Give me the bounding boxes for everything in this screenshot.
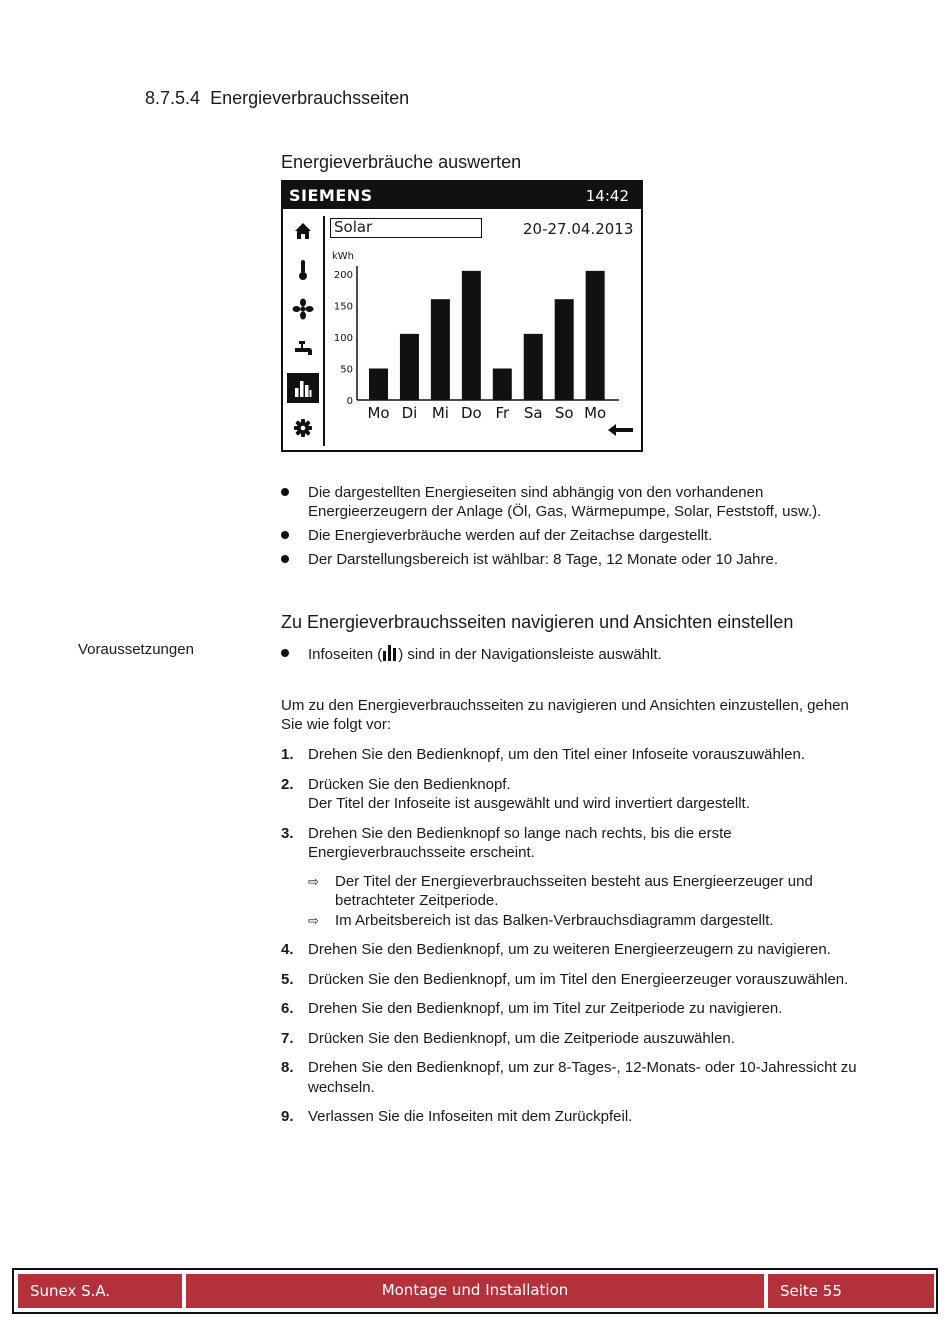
x-tick-label: Sa <box>523 404 543 422</box>
step-item: 5. Drücken Sie den Bedienknopf, um im Titel den Energieerzeuger vorauszuwählen. <box>281 970 849 988</box>
intro-text: Um zu den Energieverbrauchsseiten zu navigieren und Ansichten einzustellen, gehen Sie wie folgt vor: <box>281 697 849 733</box>
bar <box>431 299 450 400</box>
thermometer-icon[interactable] <box>287 255 319 285</box>
footer-company-cell <box>18 1274 182 1308</box>
step-item: 2. Drücken Sie den Bedienknopf. Der Titel der Infoseite ist ausgewählt und wird invertiert dargestellt. <box>281 775 750 812</box>
list-item: Die Energieverbräuche werden auf der Zeitachse dargestellt. <box>281 526 881 545</box>
bar <box>555 299 574 400</box>
y-tick-label: 150 <box>333 301 353 313</box>
side-label-prerequisites: Voraussetzungen <box>78 641 194 658</box>
step-item: 1. Drehen Sie den Bedienknopf, um den Titel einer Infoseite vorauszuwählen. <box>281 746 805 763</box>
bar <box>493 369 512 401</box>
back-arrow-icon[interactable] <box>608 423 634 441</box>
bar <box>524 334 543 400</box>
result-arrow-icon: ⇨ <box>308 912 319 928</box>
section-title: Energieverbrauchsseiten <box>210 88 410 108</box>
bullet-icon <box>281 555 289 563</box>
footer-page-cell <box>768 1274 934 1308</box>
y-tick-label: 0 <box>346 396 353 407</box>
sidebar-divider <box>323 216 325 446</box>
steps-list <box>281 745 891 1137</box>
energy-bar-chart <box>327 244 627 424</box>
y-tick-label: 50 <box>340 364 353 376</box>
y-tick-label: 100 <box>333 333 353 344</box>
x-tick-label: Mi <box>431 404 449 422</box>
step-item: 9. Verlassen Sie die Infoseiten mit dem Zurückpfeil. <box>281 1108 633 1125</box>
tap-icon[interactable] <box>287 334 319 364</box>
x-tick-label: Di <box>401 404 418 422</box>
x-tick-label: Mo <box>584 404 607 422</box>
page-footer <box>12 1268 938 1314</box>
bullet-icon <box>281 488 289 496</box>
subsection-title-navigate: Zu Energieverbrauchsseiten navigieren und Ansichten einstellen <box>281 612 794 632</box>
subsection-title-evaluate: Energieverbräuche auswerten <box>281 152 522 172</box>
device-time: 14:42 <box>585 187 629 205</box>
step-item: 8. Drehen Sie den Bedienknopf, um zur 8-Tages-, 12-Monats- oder 10-Jahressicht zu wechseln. <box>281 1059 857 1096</box>
section-number: 8.7.5.4 <box>145 88 201 108</box>
step-item: 3. Drehen Sie den Bedienknopf so lange nach rechts, bis die erste Energieverbrauchsseite erscheint. ⇨ Der Titel der Energieverbrauchsseiten besteht aus Energieerzeuger und betrachteter Zeitperiode. ⇨ Im Arbeitsbereich ist das Balken-Verbrauchsdiagramm dargestellt. <box>281 824 891 931</box>
gear-icon[interactable] <box>287 413 319 443</box>
bar-chart-icon[interactable] <box>287 373 319 403</box>
bullet-icon <box>281 649 289 657</box>
step-results <box>308 872 891 931</box>
list-item: Der Darstellungsbereich ist wählbar: 8 Tage, 12 Monate oder 10 Jahre. <box>281 550 881 569</box>
footer-page: Seite 55 <box>780 1282 842 1300</box>
bar <box>586 271 605 400</box>
device-screen <box>281 180 643 452</box>
y-tick-label: 200 <box>333 270 353 281</box>
energy-source-field[interactable]: Solar <box>330 218 482 238</box>
prerequisite-list <box>281 644 881 671</box>
x-tick-label: Fr <box>495 404 510 422</box>
y-axis-unit-label: kWh <box>332 251 355 262</box>
date-range[interactable]: 20-27.04.2013 <box>523 220 634 238</box>
footer-company: Sunex S.A. <box>30 1282 111 1300</box>
x-tick-label: Do <box>460 404 482 422</box>
result-item: ⇨ Der Titel der Energieverbrauchsseiten besteht aus Energieerzeuger und betrachteter Zeitperiode. <box>308 872 813 909</box>
device-brand: SIEMENS <box>289 186 373 205</box>
result-arrow-icon: ⇨ <box>308 873 319 889</box>
bullet-list-energy <box>281 483 881 574</box>
step-item: 7. Drücken Sie den Bedienknopf, um die Zeitperiode auszuwählen. <box>281 1029 735 1047</box>
fan-icon[interactable] <box>287 294 319 324</box>
step-item: 6. Drehen Sie den Bedienknopf, um im Titel zur Zeitperiode zu navigieren. <box>281 1000 783 1017</box>
footer-chapter-cell <box>186 1274 764 1308</box>
list-item: Die dargestellten Energieseiten sind abhängig von den vorhandenen Energieerzeugern der Anlage (Öl, Gas, Wärmepumpe, Solar, Feststoff, usw.). <box>281 483 881 521</box>
step-item: 4. Drehen Sie den Bedienknopf, um zu weiteren Energieerzeugern zu navigieren. <box>281 941 831 958</box>
bar <box>369 369 388 401</box>
x-tick-label: So <box>554 404 574 422</box>
section-heading <box>145 88 409 109</box>
footer-chapter: Montage und Installation <box>381 1281 569 1299</box>
result-item: ⇨ Im Arbeitsbereich ist das Balken-Verbrauchsdiagramm dargestellt. <box>308 911 774 929</box>
bar <box>400 334 419 400</box>
home-icon[interactable] <box>287 216 319 246</box>
device-header <box>283 182 641 209</box>
bar <box>462 271 481 400</box>
list-item: Infoseiten ( ) sind in der Navigationsleiste auswählt. <box>281 644 881 666</box>
info-bar-chart-icon <box>382 644 398 666</box>
bullet-icon <box>281 531 289 539</box>
x-tick-label: Mo <box>367 404 390 422</box>
